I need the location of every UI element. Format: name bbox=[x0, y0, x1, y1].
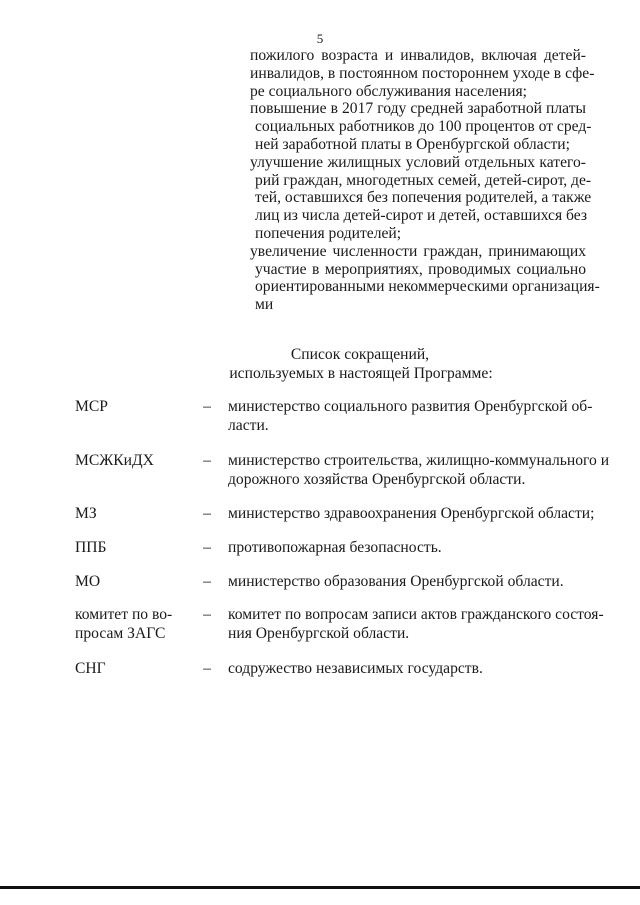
body-text bbox=[250, 47, 600, 314]
abbreviation-term: МСР bbox=[75, 398, 108, 415]
abbreviation-dash: – bbox=[203, 398, 211, 415]
heading-line: Список сокращений, bbox=[290, 346, 430, 363]
abbreviation-definition: министерство строительства, жилищно-коммунального и дорожного хозяйства Оренбургской области. bbox=[228, 452, 610, 488]
abbreviation-definition: министерство образования Оренбургской области. bbox=[228, 573, 564, 590]
abbreviation-term: МСЖКиДХ bbox=[75, 452, 154, 469]
abbreviation-dash: – bbox=[203, 573, 211, 590]
abbreviation-dash: – bbox=[203, 505, 211, 522]
abbreviation-dash: – bbox=[203, 539, 211, 556]
text-line: лиц из числа детей-сирот и детей, оставшихся без bbox=[255, 207, 588, 225]
text-line: повышение в 2017 году средней заработной платы bbox=[250, 100, 586, 118]
abbreviation-definition: министерство социального развития Оренбургской об- ласти. bbox=[228, 398, 593, 434]
text-line: улучшение жилищных условий отдельных катего- bbox=[250, 153, 586, 171]
page-number: 5 bbox=[316, 31, 324, 46]
text-line: тей, оставшихся без попечения родителей, а также bbox=[255, 189, 592, 207]
abbreviations-heading bbox=[0, 345, 640, 383]
abbreviation-dash: – bbox=[203, 660, 211, 677]
abbreviation-term: МЗ bbox=[75, 505, 97, 522]
text-line: увеличение численности граждан, принимающих bbox=[250, 242, 586, 260]
abbreviation-definition: содружество независимых государств. bbox=[228, 660, 483, 677]
paragraph bbox=[250, 242, 600, 314]
bottom-border bbox=[0, 886, 640, 889]
heading-line: используемых в настоящей Программе: bbox=[229, 365, 493, 382]
abbreviation-definition: противопожарная безопасность. bbox=[228, 539, 442, 556]
text-line: ми bbox=[255, 296, 274, 314]
paragraph bbox=[250, 47, 595, 100]
abbreviation-definition: комитет по вопросам записи актов гражданского состоя- ния Оренбургской области. bbox=[228, 606, 604, 642]
text-line: пожилого возраста и инвалидов, включая детей- bbox=[250, 47, 586, 64]
abbreviation-definition: министерство здравоохранения Оренбургской области; bbox=[228, 505, 595, 522]
text-line: ней заработной платы в Оренбургской области; bbox=[255, 135, 570, 153]
paragraph bbox=[250, 153, 592, 243]
text-line: участие в мероприятиях, проводимых социально bbox=[255, 260, 586, 278]
abbreviation-dash: – bbox=[203, 606, 211, 623]
text-line: социальных работников до 100 процентов от сред- bbox=[255, 118, 592, 136]
text-line: попечения родителей; bbox=[255, 224, 402, 242]
abbreviation-term: ППБ bbox=[75, 539, 107, 556]
abbreviation-dash: – bbox=[203, 452, 211, 469]
abbreviation-term: МО bbox=[75, 573, 101, 590]
paragraph bbox=[250, 100, 592, 153]
text-line: рий граждан, многодетных семей, детей-сирот, де- bbox=[255, 171, 592, 189]
abbreviation-term: комитет по во- просам ЗАГС bbox=[75, 606, 173, 642]
abbreviation-term: СНГ bbox=[75, 660, 106, 677]
text-line: ре социального обслуживания населения; bbox=[250, 82, 528, 100]
text-line: ориентированными некоммерческими организация- bbox=[255, 278, 600, 296]
text-line: инвалидов, в постоянном постороннем уходе в сфе- bbox=[250, 64, 595, 82]
